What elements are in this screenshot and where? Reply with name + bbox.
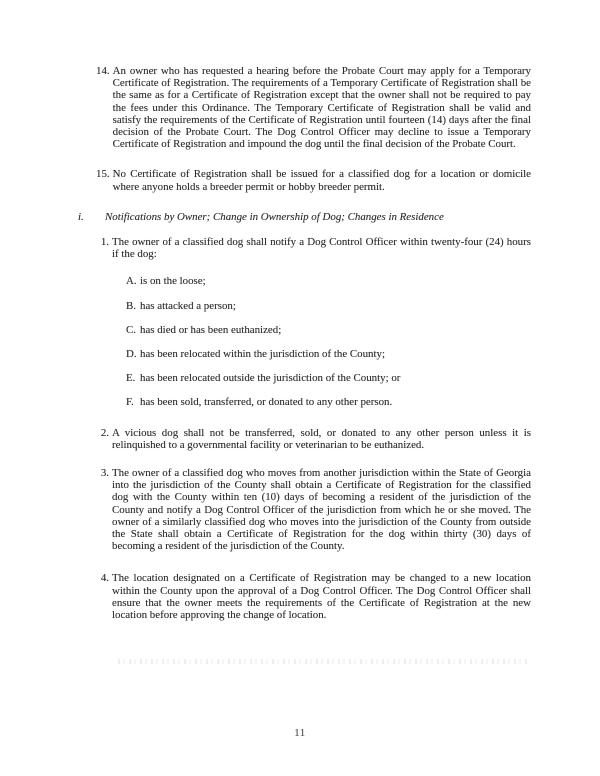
list-number: 1.	[100, 236, 109, 249]
list-number: 15.	[96, 168, 110, 181]
letter-text: has been relocated outside the jurisdiction of the County; or	[140, 372, 401, 385]
letter-item-b	[126, 300, 531, 312]
section-heading-i	[78, 211, 531, 223]
list-number: 14.	[96, 65, 110, 77]
paragraph-text: The location designated on a Certificate of Registration may be changed to a new location within the County upon the approval of a Dog Control Officer. The Dog Control Officer shall ensure that the owner meets the requirements of the Certificate of Registration at the new location before approving the change of location.	[112, 572, 531, 622]
letter-item-a	[126, 275, 531, 287]
letter-label: E.	[126, 372, 136, 385]
letter-item-f	[126, 396, 531, 408]
letter-text: is on the loose;	[140, 275, 206, 288]
letter-text: has been relocated within the jurisdiction of the County;	[140, 348, 385, 361]
section-label: i.	[78, 210, 84, 223]
letter-text: has been sold, transferred, or donated to any other person.	[140, 396, 393, 409]
letter-text: has died or has been euthanized;	[140, 323, 282, 336]
list-number: 3.	[100, 467, 109, 480]
list-item-3	[96, 467, 531, 552]
list-number: 2.	[100, 426, 109, 439]
list-item-14	[96, 65, 531, 150]
letter-label: F.	[126, 396, 134, 409]
list-number: 4.	[100, 572, 109, 585]
list-item-1	[96, 236, 531, 260]
paragraph-text: The owner of a classified dog shall notify a Dog Control Officer within twenty-four (24) hours if the dog:	[112, 236, 531, 261]
letter-item-c	[126, 324, 531, 336]
letter-label: D.	[126, 348, 137, 361]
letter-list	[126, 275, 531, 408]
letter-item-e	[126, 372, 531, 384]
paragraph-text: An owner who has requested a hearing before the Probate Court may apply for a Temporary Certificate of Registration. The requirements of a Temporary Certificate of Registration shall be the same as for a Certificate of Registration except that the owner shall not be required to pay the fees under this Ordinance. The Temporary Certificate of Registration shall be valid and satisfy the requirements of the Certificate of Registration until fourteen (14) days after the final decision of the Probate Court. The Dog Control Officer may decline to issue a Temporary Certificate of Registration and impound the dog until the final decision of the Probate Court.	[112, 65, 531, 151]
section-title: Notifications by Owner; Change in Ownership of Dog; Changes in Residence	[105, 210, 444, 223]
list-item-2	[96, 427, 531, 451]
list-item-15	[96, 168, 531, 192]
scan-artifact	[118, 659, 530, 664]
letter-text: has attacked a person;	[140, 299, 236, 312]
letter-item-d	[126, 348, 531, 360]
paragraph-text: No Certificate of Registration shall be issued for a classified dog for a location or domicile where anyone holds a breeder permit or hobby breeder permit.	[112, 168, 531, 193]
letter-label: C.	[126, 323, 136, 336]
letter-label: A.	[126, 275, 137, 288]
paragraph-text: A vicious dog shall not be transferred, sold, or donated to any other person unless it is relinquished to a governmental facility or veterinarian to be euthanized.	[112, 426, 531, 451]
letter-label: B.	[126, 299, 136, 312]
paragraph-text: The owner of a classified dog who moves from another jurisdiction within the State of Georgia into the jurisdiction of the County shall obtain a Certificate of Registration for the classified dog with the County within ten (10) days of becoming a resident of the jurisdiction of the County and notify a Dog Control Officer of the jurisdiction from which he or she moved. The owner of a similarly classified dog who moves into the jurisdiction of the County from outside the State shall obtain a Certificate of Registration for the dog within thirty (30) days of becoming a resident of the jurisdiction of the County.	[112, 467, 531, 553]
page-number: 11	[294, 727, 306, 739]
list-item-4	[96, 572, 531, 621]
